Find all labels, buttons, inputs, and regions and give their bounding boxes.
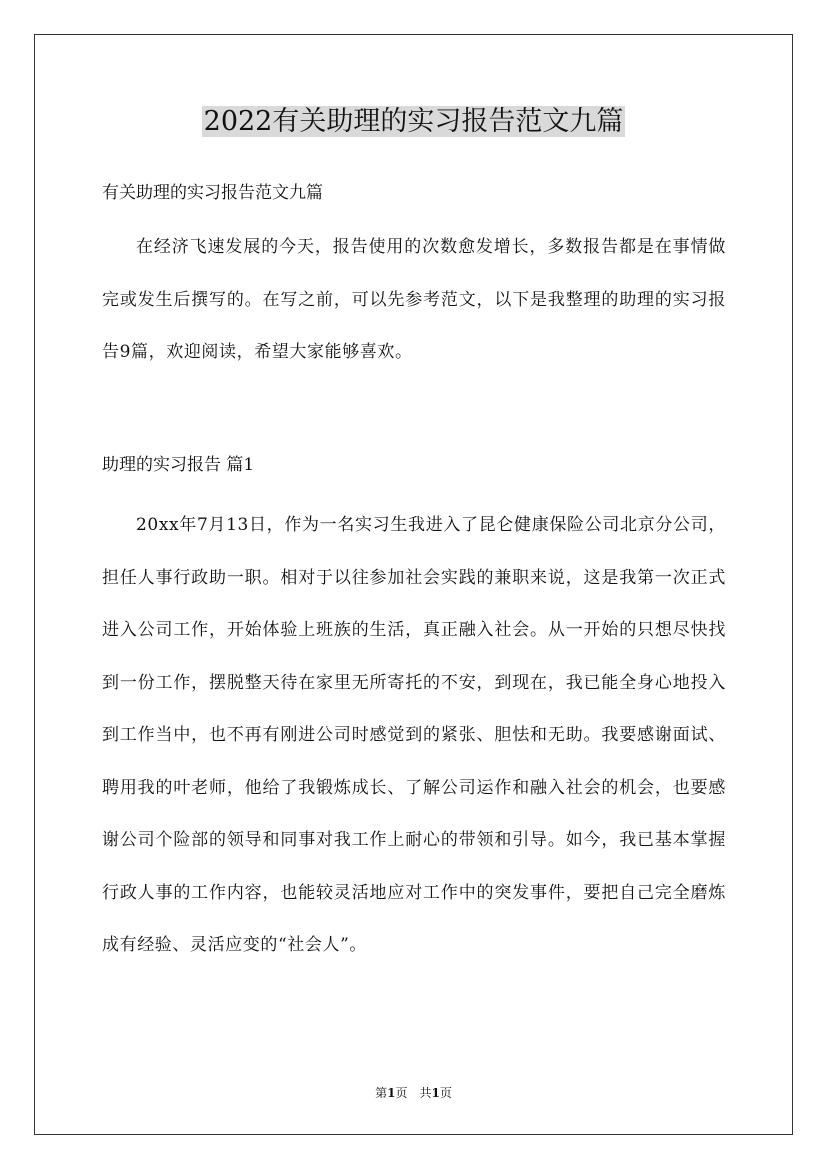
document-title (0, 103, 827, 141)
document-subtitle: 有关助理的实习报告范文九篇 (102, 183, 323, 203)
section-heading: 助理的实习报告 篇1 (102, 455, 255, 475)
footer-mid: 页 共 (395, 1086, 432, 1100)
footer-current-page: 1 (387, 1086, 396, 1100)
document-title-text: 2022有关助理的实习报告范文九篇 (203, 106, 624, 137)
footer-suffix: 页 (439, 1086, 452, 1100)
intro-paragraph: 在经济飞速发展的今天，报告使用的次数愈发增长，多数报告都是在事情做完或发生后撰写的。在写之前，可以先参考范文，以下是我整理的助理的实习报告9篇，欢迎阅读，希望大家能够喜欢。 (102, 237, 726, 362)
footer-total-pages: 1 (431, 1086, 440, 1100)
footer-prefix: 第 (375, 1086, 388, 1100)
report-paragraph: 20xx年7月13日，作为一名实习生我进入了昆仑健康保险公司北京分公司，担任人事行政助一职。相对于以往参加社会实践的兼职来说，这是我第一次正式进入公司工作，开始体验上班族的生活，真正融入社会。从一开始的只想尽快找到一份工作，摆脱整天待在家里无所寄托的不安，到现在，我已能全身心地投入到工作当中，也不再有刚进公司时感觉到的紧张、胆怯和无助。我要感谢面试、聘用我的叶老师，他给了我锻炼成长、了解公司运作和融入社会的机会，也要感谢公司个险部的领导和同事对我工作上耐心的带领和引导。如今，我已基本掌握行政人事的工作内容，也能较灵活地应对工作中的突发事件，要把自己完全磨炼成有经验、灵活应变的“社会人”。 (102, 515, 726, 955)
page-footer (0, 1085, 827, 1101)
